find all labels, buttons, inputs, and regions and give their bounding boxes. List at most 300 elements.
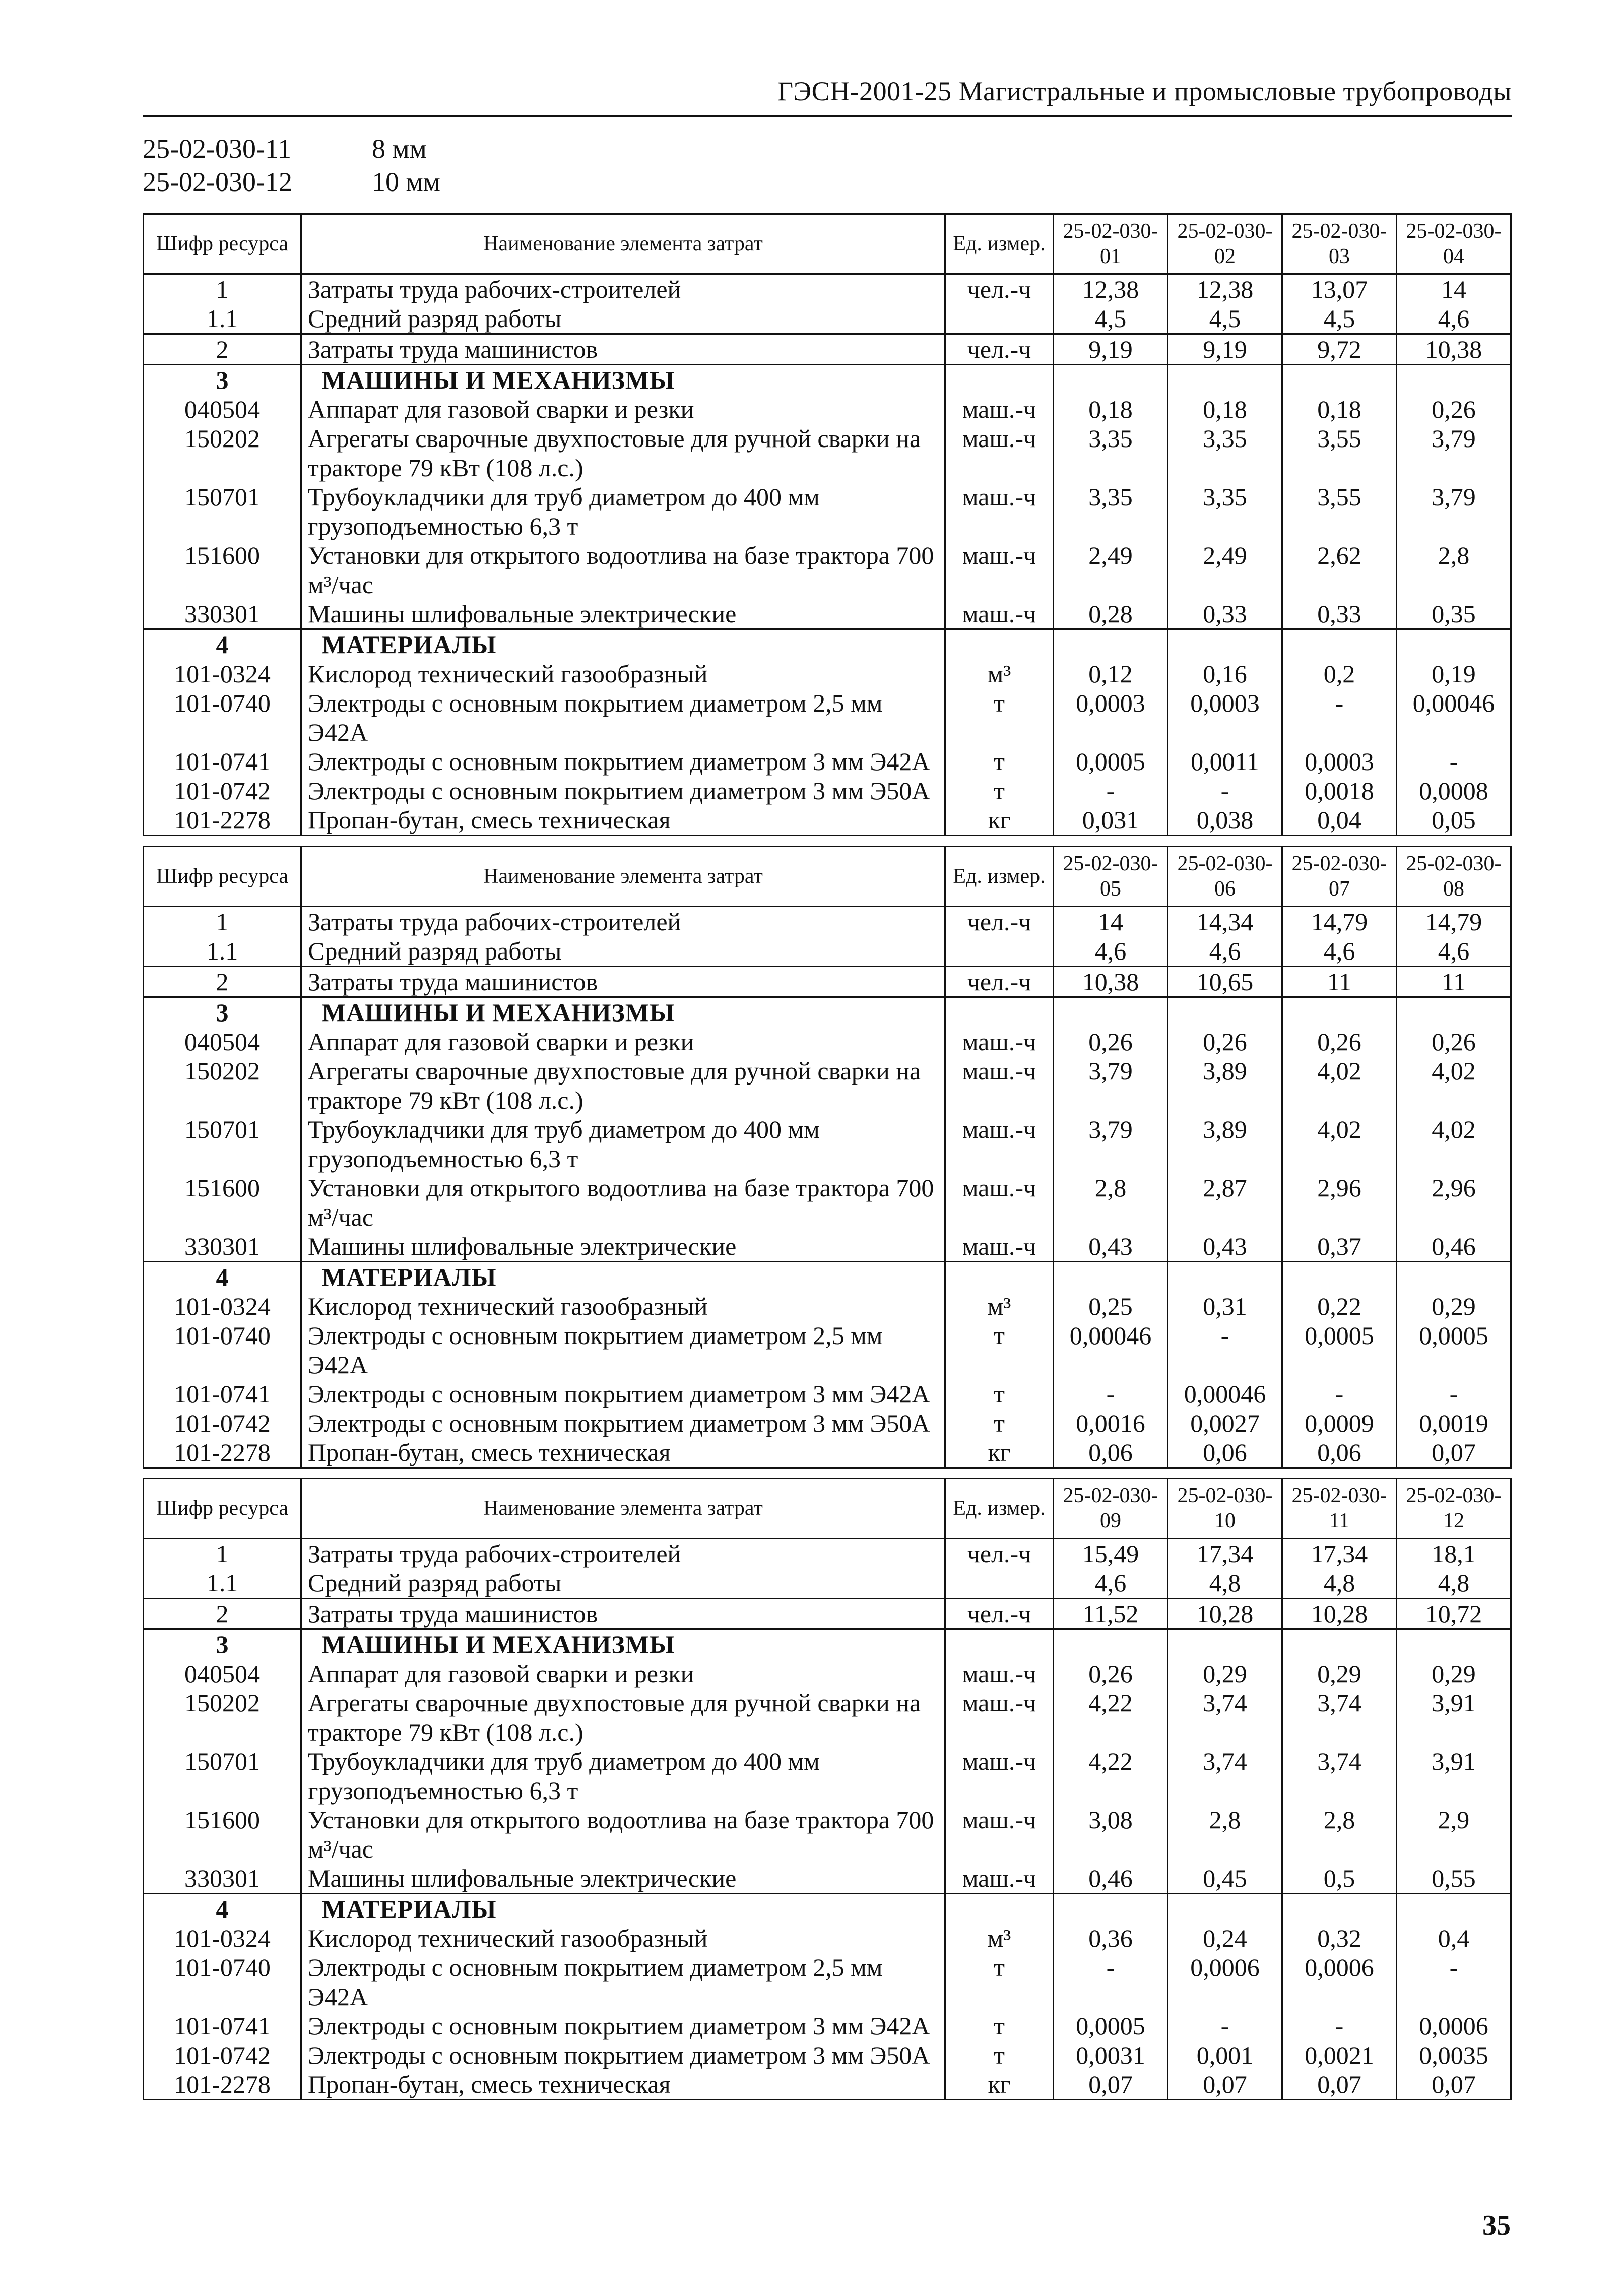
table-row — [144, 424, 1511, 482]
cell-unit: т — [945, 776, 1054, 805]
cell-resource-code: 151600 — [144, 1173, 301, 1232]
cell-unit: чел.-ч — [945, 274, 1054, 304]
cell-resource-code: 3 — [144, 1629, 301, 1660]
cell-value — [1397, 1629, 1511, 1660]
cell-value: 0,36 — [1054, 1924, 1168, 1953]
cell-value: 3,89 — [1168, 1115, 1282, 1173]
table-row — [144, 2070, 1511, 2100]
cell-resource-code: 040504 — [144, 1027, 301, 1056]
cell-value: 2,49 — [1168, 541, 1282, 599]
cell-value: 3,35 — [1168, 424, 1282, 482]
cell-unit: маш.-ч — [945, 482, 1054, 541]
cell-resource-code: 101-0740 — [144, 1321, 301, 1379]
cell-unit: чел.-ч — [945, 334, 1054, 365]
table-row — [144, 1262, 1511, 1292]
cell-resource-code: 330301 — [144, 1232, 301, 1262]
header-norm-code: 25-02-030-07 — [1282, 847, 1397, 907]
cell-value: 0,0031 — [1054, 2040, 1168, 2070]
table-row — [144, 1629, 1511, 1660]
cell-value: 0,37 — [1282, 1232, 1397, 1262]
cell-value: 17,34 — [1168, 1539, 1282, 1569]
cell-unit: кг — [945, 2070, 1054, 2100]
cell-value: - — [1282, 688, 1397, 747]
cell-value: 4,6 — [1397, 304, 1511, 334]
cell-value: 9,72 — [1282, 334, 1397, 365]
cell-cost-element: Электроды с основным покрытием диаметром 3 мм Э42А — [301, 2011, 945, 2040]
cell-resource-code: 1.1 — [144, 1568, 301, 1599]
cell-value — [1168, 365, 1282, 395]
table-header-row — [144, 214, 1511, 274]
cell-value: 4,8 — [1168, 1568, 1282, 1599]
cell-value: 3,74 — [1168, 1688, 1282, 1747]
header-norm-code: 25-02-030-03 — [1282, 214, 1397, 274]
cell-value: 0,06 — [1282, 1438, 1397, 1468]
cell-resource-code: 101-0740 — [144, 688, 301, 747]
cell-value: 0,07 — [1054, 2070, 1168, 2100]
table-row — [144, 2011, 1511, 2040]
table-row — [144, 334, 1511, 365]
table-row — [144, 747, 1511, 776]
cell-cost-element: Агрегаты сварочные двухпостовые для ручной сварки на тракторе 79 кВт (108 л.с.) — [301, 1056, 945, 1115]
cell-value: 0,07 — [1397, 2070, 1511, 2100]
cell-value: 3,74 — [1168, 1747, 1282, 1805]
table-row — [144, 629, 1511, 660]
cell-value: 0,001 — [1168, 2040, 1282, 2070]
cell-resource-code: 040504 — [144, 1659, 301, 1688]
cell-cost-element: Электроды с основным покрытием диаметром 3 мм Э50А — [301, 2040, 945, 2070]
cell-value: 0,00046 — [1397, 688, 1511, 747]
table-row — [144, 1379, 1511, 1409]
table-row — [144, 1232, 1511, 1262]
header-unit: Ед. измер. — [945, 847, 1054, 907]
cell-unit — [945, 1262, 1054, 1292]
cell-value: 0,5 — [1282, 1864, 1397, 1894]
cell-resource-code: 150202 — [144, 424, 301, 482]
cell-resource-code: 151600 — [144, 1805, 301, 1864]
cell-cost-element: Агрегаты сварочные двухпостовые для ручной сварки на тракторе 79 кВт (108 л.с.) — [301, 1688, 945, 1747]
cell-cost-element: Агрегаты сварочные двухпостовые для ручной сварки на тракторе 79 кВт (108 л.с.) — [301, 424, 945, 482]
header-norm-code: 25-02-030-12 — [1397, 1479, 1511, 1539]
cell-value: 3,89 — [1168, 1056, 1282, 1115]
cell-cost-element: Установки для открытого водоотлива на базе трактора 700 м³/час — [301, 1805, 945, 1864]
cell-value: 10,28 — [1282, 1599, 1397, 1629]
cell-value: 17,34 — [1282, 1539, 1397, 1569]
cell-value: 0,46 — [1054, 1864, 1168, 1894]
intro-size: 8 мм — [372, 134, 427, 164]
cell-value: 14 — [1054, 907, 1168, 937]
cell-resource-code: 330301 — [144, 1864, 301, 1894]
cell-resource-code: 1 — [144, 907, 301, 937]
cell-cost-element: Пропан-бутан, смесь техническая — [301, 2070, 945, 2100]
cell-value: 12,38 — [1168, 274, 1282, 304]
cell-value: - — [1282, 1379, 1397, 1409]
cell-cost-element: Затраты труда рабочих-строителей — [301, 907, 945, 937]
cell-value: 4,6 — [1282, 936, 1397, 967]
cell-value: 0,0005 — [1397, 1321, 1511, 1379]
cell-cost-element: Пропан-бутан, смесь техническая — [301, 805, 945, 836]
table-row — [144, 365, 1511, 395]
cell-value: - — [1054, 1379, 1168, 1409]
cell-value: 0,0027 — [1168, 1409, 1282, 1438]
cell-value: 0,29 — [1282, 1659, 1397, 1688]
cell-value: 0,33 — [1168, 599, 1282, 629]
cell-unit: маш.-ч — [945, 1056, 1054, 1115]
cell-value: 2,8 — [1282, 1805, 1397, 1864]
cell-unit: чел.-ч — [945, 907, 1054, 937]
intro-row — [143, 132, 440, 165]
cell-value: 0,0008 — [1397, 776, 1511, 805]
intro-size: 10 мм — [372, 167, 440, 197]
cell-resource-code: 150202 — [144, 1056, 301, 1115]
cell-value: 3,91 — [1397, 1688, 1511, 1747]
cell-cost-element: Кислород технический газообразный — [301, 659, 945, 688]
cell-value: 2,96 — [1282, 1173, 1397, 1232]
cell-resource-code: 1 — [144, 1539, 301, 1569]
cell-value: 0,0003 — [1168, 688, 1282, 747]
cell-value: 0,00046 — [1168, 1379, 1282, 1409]
cell-value: 0,0018 — [1282, 776, 1397, 805]
table-row — [144, 1027, 1511, 1056]
cell-cost-element: МАТЕРИАЛЫ — [301, 629, 945, 660]
cell-value: 0,0016 — [1054, 1409, 1168, 1438]
cell-value: 14,34 — [1168, 907, 1282, 937]
cell-value: 2,96 — [1397, 1173, 1511, 1232]
cell-value: 0,29 — [1397, 1659, 1511, 1688]
cell-cost-element: Пропан-бутан, смесь техническая — [301, 1438, 945, 1468]
cell-value: 0,0006 — [1397, 2011, 1511, 2040]
table-row — [144, 1864, 1511, 1894]
cell-unit: маш.-ч — [945, 424, 1054, 482]
cell-value: 0,26 — [1397, 395, 1511, 424]
cell-cost-element: Электроды с основным покрытием диаметром 2,5 мм Э42А — [301, 1321, 945, 1379]
cell-value: 0,038 — [1168, 805, 1282, 836]
table-row — [144, 1599, 1511, 1629]
cell-cost-element: Трубоукладчики для труб диаметром до 400 мм грузоподъемностью 6,3 т — [301, 482, 945, 541]
cell-cost-element: Электроды с основным покрытием диаметром 3 мм Э42А — [301, 1379, 945, 1409]
cell-value: 0,07 — [1282, 2070, 1397, 2100]
cell-value: 14,79 — [1282, 907, 1397, 937]
table-row — [144, 541, 1511, 599]
cell-resource-code: 3 — [144, 365, 301, 395]
cell-resource-code: 150701 — [144, 1747, 301, 1805]
cell-resource-code: 101-0742 — [144, 776, 301, 805]
table-row — [144, 482, 1511, 541]
cell-value: 3,79 — [1397, 424, 1511, 482]
cell-value: 0,4 — [1397, 1924, 1511, 1953]
table-row — [144, 1115, 1511, 1173]
cell-resource-code: 4 — [144, 1262, 301, 1292]
cell-unit: маш.-ч — [945, 1805, 1054, 1864]
cell-unit: маш.-ч — [945, 1027, 1054, 1056]
cell-value: 9,19 — [1168, 334, 1282, 365]
header-name: Наименование элемента затрат — [301, 1479, 945, 1539]
resource-table-2 — [143, 846, 1512, 1469]
cell-value — [1397, 1894, 1511, 1924]
table-row — [144, 997, 1511, 1028]
table-row — [144, 274, 1511, 304]
cell-value: 4,02 — [1397, 1056, 1511, 1115]
cell-unit: маш.-ч — [945, 1173, 1054, 1232]
cell-value: 0,0006 — [1168, 1953, 1282, 2011]
cell-value: - — [1397, 747, 1511, 776]
cell-cost-element: Установки для открытого водоотлива на базе трактора 700 м³/час — [301, 541, 945, 599]
cell-value: 3,79 — [1054, 1056, 1168, 1115]
cell-value: 10,38 — [1397, 334, 1511, 365]
table-row — [144, 1409, 1511, 1438]
cell-resource-code: 101-2278 — [144, 2070, 301, 2100]
table-row — [144, 1805, 1511, 1864]
cell-value: 0,0003 — [1282, 747, 1397, 776]
cell-value: 3,74 — [1282, 1747, 1397, 1805]
cell-unit: маш.-ч — [945, 1747, 1054, 1805]
cell-value — [1054, 365, 1168, 395]
cell-value: 4,02 — [1397, 1115, 1511, 1173]
cell-value — [1282, 365, 1397, 395]
cell-unit: маш.-ч — [945, 599, 1054, 629]
table-row — [144, 688, 1511, 747]
intro-row — [143, 165, 440, 199]
resource-table-1 — [143, 213, 1512, 836]
cell-value: 4,6 — [1054, 1568, 1168, 1599]
cell-value: - — [1054, 1953, 1168, 2011]
cell-unit: т — [945, 1379, 1054, 1409]
header-norm-code: 25-02-030-09 — [1054, 1479, 1168, 1539]
cell-value: - — [1168, 776, 1282, 805]
cell-resource-code: 2 — [144, 334, 301, 365]
cell-value: 0,28 — [1054, 599, 1168, 629]
cell-value: 0,05 — [1397, 805, 1511, 836]
table-row — [144, 1894, 1511, 1924]
cell-value — [1168, 1629, 1282, 1660]
cell-value — [1054, 1262, 1168, 1292]
cell-value: 0,26 — [1282, 1027, 1397, 1056]
cell-unit: маш.-ч — [945, 1115, 1054, 1173]
cell-value: 3,74 — [1282, 1688, 1397, 1747]
cell-unit: т — [945, 747, 1054, 776]
cell-value: 0,18 — [1282, 395, 1397, 424]
cell-unit: маш.-ч — [945, 395, 1054, 424]
cell-value: 0,55 — [1397, 1864, 1511, 1894]
cell-resource-code: 151600 — [144, 541, 301, 599]
table-row — [144, 1539, 1511, 1569]
cell-resource-code: 2 — [144, 1599, 301, 1629]
cell-value: 0,18 — [1168, 395, 1282, 424]
table-row — [144, 1659, 1511, 1688]
cell-cost-element: Трубоукладчики для труб диаметром до 400 мм грузоподъемностью 6,3 т — [301, 1115, 945, 1173]
cell-cost-element: Кислород технический газообразный — [301, 1924, 945, 1953]
header-code: Шифр ресурса — [144, 1479, 301, 1539]
table-row — [144, 1688, 1511, 1747]
cell-value: 0,2 — [1282, 659, 1397, 688]
header-norm-code: 25-02-030-08 — [1397, 847, 1511, 907]
cell-cost-element: Электроды с основным покрытием диаметром 3 мм Э50А — [301, 776, 945, 805]
cell-value: 13,07 — [1282, 274, 1397, 304]
header-norm-code: 25-02-030-11 — [1282, 1479, 1397, 1539]
cell-value — [1282, 629, 1397, 660]
cell-resource-code: 1 — [144, 274, 301, 304]
header-norm-code: 25-02-030-02 — [1168, 214, 1282, 274]
resource-table-3 — [143, 1478, 1512, 2100]
cell-value: 11 — [1282, 967, 1397, 997]
cell-cost-element: Электроды с основным покрытием диаметром 2,5 мм Э42А — [301, 1953, 945, 2011]
header-unit: Ед. измер. — [945, 214, 1054, 274]
cell-unit: т — [945, 2011, 1054, 2040]
header-rule — [143, 115, 1512, 117]
table-row — [144, 1056, 1511, 1115]
cell-resource-code: 150202 — [144, 1688, 301, 1747]
cell-value: 4,6 — [1168, 936, 1282, 967]
cell-resource-code: 101-0742 — [144, 1409, 301, 1438]
table-row — [144, 599, 1511, 629]
cell-value: 0,26 — [1054, 1027, 1168, 1056]
cell-value: 0,0011 — [1168, 747, 1282, 776]
cell-value: 4,8 — [1397, 1568, 1511, 1599]
cell-value: 2,9 — [1397, 1805, 1511, 1864]
cell-unit: маш.-ч — [945, 1659, 1054, 1688]
cell-cost-element: Затраты труда рабочих-строителей — [301, 274, 945, 304]
cell-unit: кг — [945, 1438, 1054, 1468]
cell-value: 4,22 — [1054, 1688, 1168, 1747]
cell-unit: т — [945, 688, 1054, 747]
cell-unit — [945, 365, 1054, 395]
table-row — [144, 1438, 1511, 1468]
cell-value — [1054, 629, 1168, 660]
cell-unit — [945, 936, 1054, 967]
table-row — [144, 304, 1511, 334]
intro-list — [143, 132, 440, 199]
table-header-row — [144, 1479, 1511, 1539]
table-row — [144, 2040, 1511, 2070]
cell-cost-element: МАШИНЫ И МЕХАНИЗМЫ — [301, 1629, 945, 1660]
cell-value: 11 — [1397, 967, 1511, 997]
cell-value: 0,06 — [1054, 1438, 1168, 1468]
cell-value: - — [1168, 1321, 1282, 1379]
cell-unit: т — [945, 2040, 1054, 2070]
cell-value: 0,43 — [1168, 1232, 1282, 1262]
cell-value: 9,19 — [1054, 334, 1168, 365]
cell-value: 10,72 — [1397, 1599, 1511, 1629]
cell-unit: т — [945, 1409, 1054, 1438]
cell-value: 0,12 — [1054, 659, 1168, 688]
cell-value: 0,04 — [1282, 805, 1397, 836]
cell-value: 0,0021 — [1282, 2040, 1397, 2070]
cell-unit — [945, 629, 1054, 660]
cell-value: 3,79 — [1054, 1115, 1168, 1173]
cell-value: - — [1054, 776, 1168, 805]
cell-value: 2,62 — [1282, 541, 1397, 599]
header-norm-code: 25-02-030-10 — [1168, 1479, 1282, 1539]
intro-code: 25-02-030-12 — [143, 167, 292, 197]
cell-value: 14 — [1397, 274, 1511, 304]
cell-value: 0,0005 — [1054, 2011, 1168, 2040]
cell-value: 3,91 — [1397, 1747, 1511, 1805]
cell-value: - — [1397, 1379, 1511, 1409]
cell-cost-element: Затраты труда машинистов — [301, 967, 945, 997]
table-header-row — [144, 847, 1511, 907]
cell-resource-code: 101-0741 — [144, 2011, 301, 2040]
cell-value: 3,35 — [1168, 482, 1282, 541]
cell-unit: маш.-ч — [945, 1232, 1054, 1262]
cell-cost-element: Затраты труда машинистов — [301, 334, 945, 365]
cell-resource-code: 330301 — [144, 599, 301, 629]
cell-cost-element: Затраты труда рабочих-строителей — [301, 1539, 945, 1569]
cell-value: 0,18 — [1054, 395, 1168, 424]
cell-value: 3,35 — [1054, 482, 1168, 541]
cell-unit — [945, 1629, 1054, 1660]
page-header-title: ГЭСН-2001-25 Магистральные и промысловые трубопроводы — [777, 76, 1512, 106]
cell-resource-code: 3 — [144, 997, 301, 1028]
cell-value: 0,31 — [1168, 1292, 1282, 1321]
cell-value: 0,0005 — [1054, 747, 1168, 776]
cell-value — [1282, 1262, 1397, 1292]
cell-cost-element: МАШИНЫ И МЕХАНИЗМЫ — [301, 365, 945, 395]
cell-resource-code: 101-0324 — [144, 1924, 301, 1953]
header-name: Наименование элемента затрат — [301, 214, 945, 274]
cell-value: 2,87 — [1168, 1173, 1282, 1232]
cell-resource-code: 040504 — [144, 395, 301, 424]
cell-resource-code: 101-2278 — [144, 805, 301, 836]
header-name: Наименование элемента затрат — [301, 847, 945, 907]
cell-cost-element: Средний разряд работы — [301, 936, 945, 967]
cell-value — [1054, 1894, 1168, 1924]
cell-value: 4,5 — [1282, 304, 1397, 334]
cell-value: 10,28 — [1168, 1599, 1282, 1629]
cell-value: 2,8 — [1054, 1173, 1168, 1232]
table-row — [144, 1173, 1511, 1232]
cell-value: 0,29 — [1397, 1292, 1511, 1321]
cell-resource-code: 150701 — [144, 482, 301, 541]
cell-value — [1282, 997, 1397, 1028]
cell-value — [1054, 997, 1168, 1028]
cell-value: 3,35 — [1054, 424, 1168, 482]
cell-cost-element: Машины шлифовальные электрические — [301, 1232, 945, 1262]
table-row — [144, 967, 1511, 997]
cell-value: 0,35 — [1397, 599, 1511, 629]
cell-cost-element: Кислород технический газообразный — [301, 1292, 945, 1321]
cell-unit: чел.-ч — [945, 1599, 1054, 1629]
cell-cost-element: Электроды с основным покрытием диаметром 3 мм Э42А — [301, 747, 945, 776]
cell-value — [1054, 1629, 1168, 1660]
cell-resource-code: 2 — [144, 967, 301, 997]
cell-value: 4,8 — [1282, 1568, 1397, 1599]
table-row — [144, 395, 1511, 424]
cell-resource-code: 4 — [144, 629, 301, 660]
header-unit: Ед. измер. — [945, 1479, 1054, 1539]
cell-value: 0,45 — [1168, 1864, 1282, 1894]
cell-value: 0,0005 — [1282, 1321, 1397, 1379]
cell-value — [1397, 629, 1511, 660]
cell-unit — [945, 997, 1054, 1028]
cell-value — [1397, 365, 1511, 395]
cell-value: 3,55 — [1282, 424, 1397, 482]
cell-unit: м³ — [945, 1292, 1054, 1321]
table-row — [144, 1747, 1511, 1805]
cell-value: 0,26 — [1168, 1027, 1282, 1056]
cell-value: - — [1282, 2011, 1397, 2040]
cell-value: 14,79 — [1397, 907, 1511, 937]
cell-unit: м³ — [945, 1924, 1054, 1953]
cell-value — [1282, 1894, 1397, 1924]
table-row — [144, 1568, 1511, 1599]
cell-value: 4,02 — [1282, 1056, 1397, 1115]
cell-value: - — [1397, 1953, 1511, 2011]
cell-resource-code: 4 — [144, 1894, 301, 1924]
cell-value: 0,32 — [1282, 1924, 1397, 1953]
cell-unit — [945, 1894, 1054, 1924]
cell-cost-element: МАТЕРИАЛЫ — [301, 1894, 945, 1924]
cell-unit: маш.-ч — [945, 1864, 1054, 1894]
table-row — [144, 1292, 1511, 1321]
